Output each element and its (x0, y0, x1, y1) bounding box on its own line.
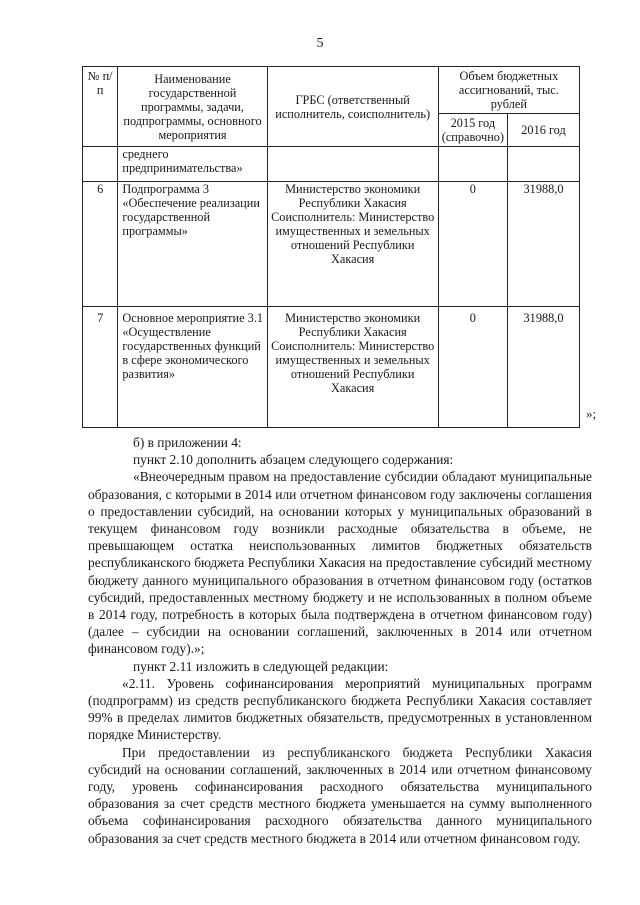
table-row (83, 307, 580, 428)
row-num: 6 (83, 182, 118, 307)
paragraph: При предоставлении из республиканского бюджета Республики Хакасия субсидий на основании соглашений, заключенных в 2014 или отчетном финансовому году, уровень софинансирования расходного обязательства муниципального образования за счет средств местного бюджета уменьшается на сумму выполненного объема софинансирования расходного обязательства данного муниципального образования за счет средств местного бюджета в 2014 или отчетном финансовом году. (88, 744, 592, 846)
row-2016: 31988,0 (508, 307, 580, 428)
paragraph: б) в приложении 4: (133, 435, 242, 450)
row-2016: 31988,0 (508, 182, 580, 307)
paragraph: «Внеочередным правом на предоставление субсидии обладают муниципальные образования, с которыми в 2014 или отчетном финансовом году заключены соглашения о предоставлении субсидий, на основании которых у муниципальных образований в текущем финансовом году возникли расходные обязательства в объеме, не превышающем остатка неиспользованных лимитов бюджетных обязательств республиканского бюджета Республики Хакасия на предоставление субсидий местному бюджету данного муниципального образования в отчетном финансовом году (остатков субсидий, предоставленных местному бюджету и не использованных в полном объеме в 2014 году, потребность в которых была подтверждена в отчетном финансовом году) (далее – субсидии на основании соглашений, заключенных в 2014 или отчетном финансовом году).»; (88, 469, 592, 657)
row-grbs: Министерство экономики Республики Хакасия Соисполнитель: Министерство имущественных и земельных отношений Республики Хакасия (267, 182, 438, 307)
header-volume: Объем бюджетных ассигнований, тыс. рублей (438, 67, 579, 114)
row-2015: 0 (438, 182, 507, 307)
header-2016: 2016 год (508, 114, 580, 147)
row-2016 (508, 147, 580, 182)
row-grbs (267, 147, 438, 182)
row-num (83, 147, 118, 182)
row-name: среднего предпринимательства» (118, 147, 267, 182)
table-closing-quote: »; (586, 406, 597, 421)
row-grbs: Министерство экономики Республики Хакасия Соисполнитель: Министерство имущественных и земельных отношений Республики Хакасия (267, 307, 438, 428)
paragraph: пункт 2.10 дополнить абзацем следующего содержания: (133, 452, 454, 468)
table-row (83, 182, 580, 307)
paragraph: «2.11. Уровень софинансирования мероприятий муниципальных программ (подпрограмм) из средств республиканского бюджета Республики Хакасия составляет 99% в пределах лимитов бюджетных обязательств, предусмотренных в установленном порядке Министерству. (88, 675, 592, 743)
budget-table (82, 66, 580, 428)
document-body (88, 434, 592, 847)
row-num: 7 (83, 307, 118, 428)
page-number: 5 (316, 36, 324, 51)
header-grbs: ГРБС (ответственный исполнитель, соисполнитель) (267, 67, 438, 147)
row-name: Основное мероприятие 3.1 «Осуществление государственных функций в сфере экономического развития» (118, 307, 267, 428)
paragraph: пункт 2.11 изложить в следующей редакции: (133, 658, 389, 674)
header-num: № п/п (83, 67, 118, 147)
header-name: Наименование государственной программы, задачи, подпрограммы, основного мероприятия (118, 67, 267, 147)
table-row (83, 147, 580, 182)
row-2015 (438, 147, 507, 182)
header-2015: 2015 год (справочно) (438, 114, 507, 147)
row-name: Подпрограмма 3 «Обеспечение реализации государственной программы» (118, 182, 267, 307)
row-2015: 0 (438, 307, 507, 428)
table-header-row (83, 67, 580, 114)
